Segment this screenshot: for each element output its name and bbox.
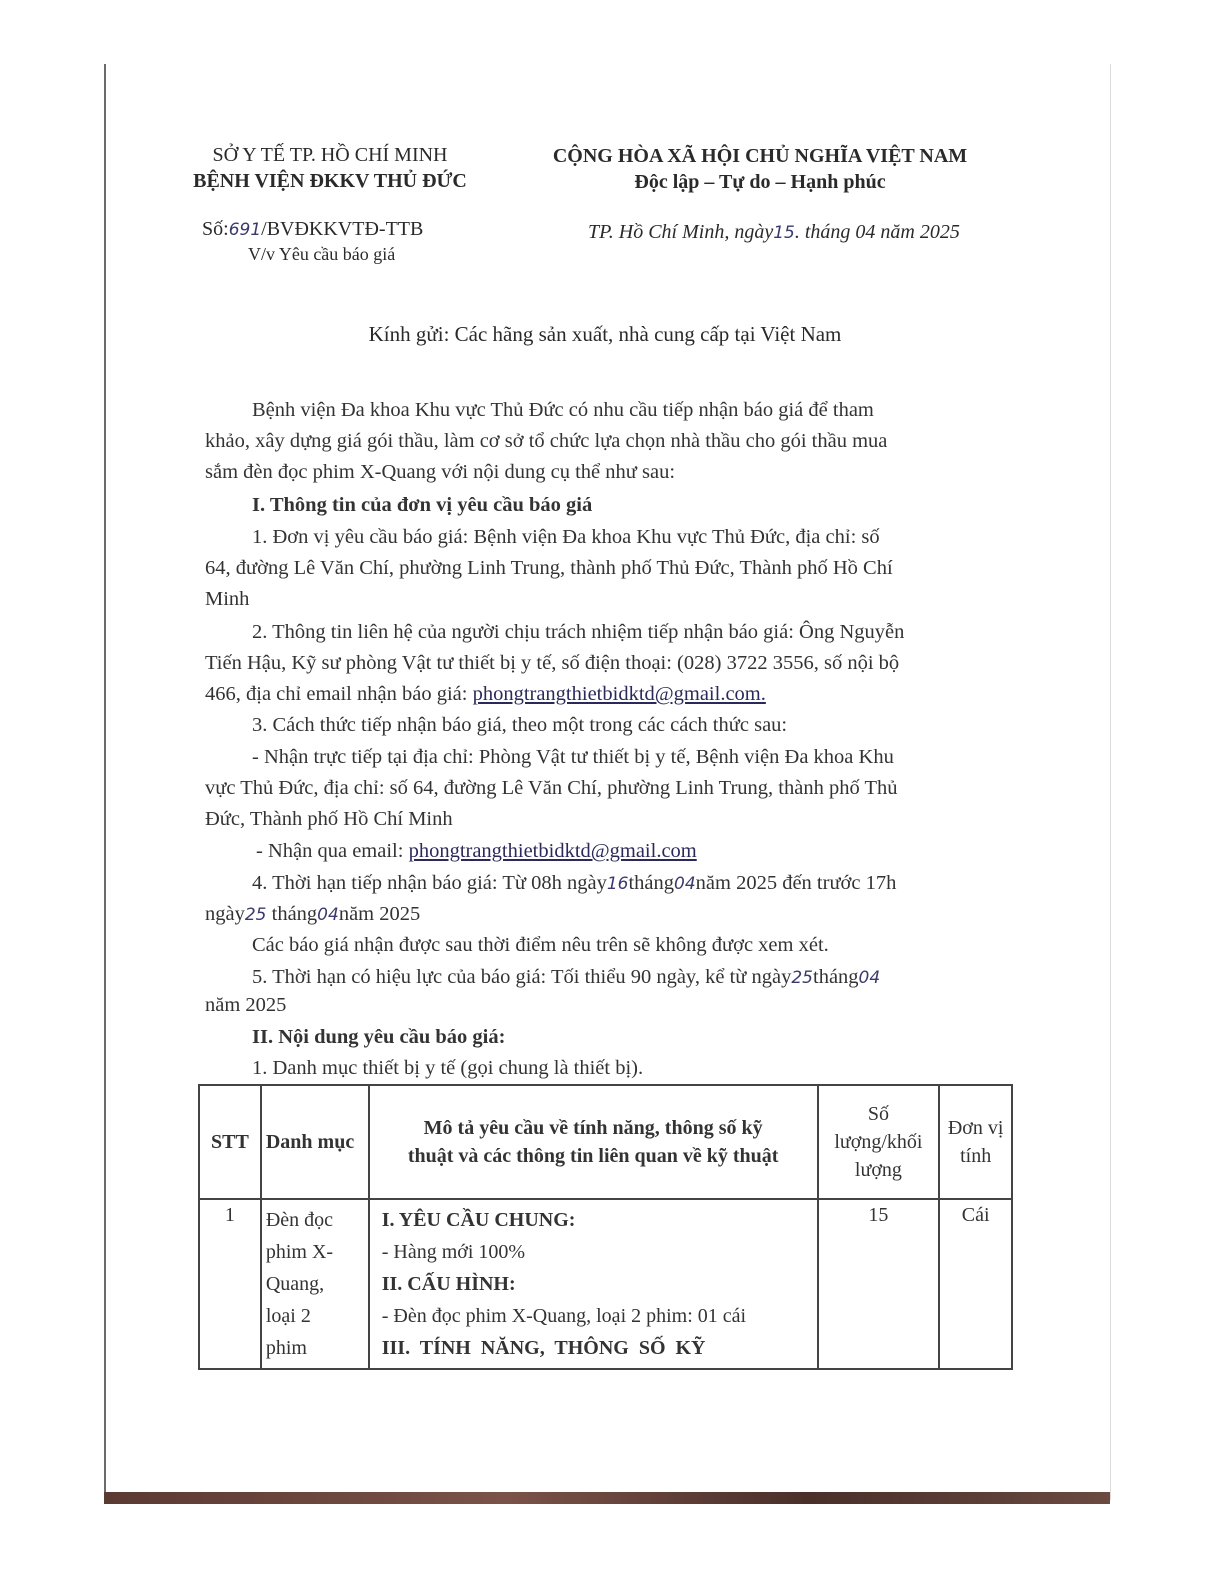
s1-item4-a-text3: năm 2025 đến trước 17h — [695, 872, 897, 894]
s1-item4-b-month-handwritten: 04 — [317, 905, 339, 925]
row-unit: Cái — [939, 1199, 1012, 1369]
table-header-row — [199, 1085, 1012, 1199]
s1-item4-b-text2: tháng — [266, 903, 318, 925]
header-description-line1: Mô tả yêu cầu về tính năng, thông số kỹ — [423, 1117, 763, 1139]
s1-item4-b-text1: ngày — [205, 903, 245, 925]
header-left-line1: SỞ Y TẾ TP. HỒ CHÍ MINH — [212, 144, 448, 166]
s1-item1-line-c: Minh — [205, 588, 250, 610]
desc-heading-general: I. YÊU CẦU CHUNG: — [381, 1209, 576, 1231]
row-category — [261, 1199, 369, 1369]
header-right-line2: Độc lập – Tự do – Hạnh phúc — [634, 171, 886, 193]
equipment-table — [198, 1084, 1013, 1370]
s1-item3-b — [256, 836, 697, 867]
s1-item4-line-b — [205, 899, 420, 931]
section-1-title: I. Thông tin của đơn vị yêu cầu báo giá — [252, 494, 593, 516]
s1-item2-line-a: 2. Thông tin liên hệ của người chịu trách nhiệm tiếp nhận báo giá: Ông Nguyễn — [252, 621, 905, 643]
s1-item3: 3. Cách thức tiếp nhận báo giá, theo một trong các cách thức sau: — [252, 714, 788, 736]
s1-item3-a-line-1: - Nhận trực tiếp tại địa chỉ: Phòng Vật tư thiết bị y tế, Bệnh viện Đa khoa Khu — [252, 746, 894, 768]
header-right-line1: CỘNG HÒA XÃ HỘI CHỦ NGHĨA VIỆT NAM — [552, 145, 968, 167]
s1-item4-note: Các báo giá nhận được sau thời điểm nêu trên sẽ không được xem xét. — [252, 934, 829, 956]
header-quantity-line3: lượng — [854, 1159, 902, 1181]
doc-no-prefix: Số: — [202, 218, 229, 240]
desc-line-new: - Hàng mới 100% — [381, 1241, 526, 1263]
row-quantity: 15 — [818, 1199, 940, 1369]
s1-item3-b-label: - Nhận qua email: — [256, 840, 409, 862]
date-suffix: . tháng 04 năm 2025 — [794, 221, 960, 243]
row-category-line: phim — [265, 1337, 307, 1359]
header-quantity — [818, 1085, 940, 1199]
s1-item4-a-text2: tháng — [628, 872, 675, 894]
header-left-line2: BỆNH VIỆN ĐKKV THỦ ĐỨC — [193, 170, 467, 192]
s1-item1-line-a: 1. Đơn vị yêu cầu báo giá: Bệnh viện Đa khoa Khu vực Thủ Đức, địa chỉ: số — [252, 526, 880, 548]
header-unit-line1: Đơn vị — [947, 1117, 1004, 1139]
row-stt: 1 — [199, 1199, 261, 1369]
intro-line-1: Bệnh viện Đa khoa Khu vực Thủ Đức có nhu cầu tiếp nhận báo giá để tham — [252, 399, 874, 421]
desc-heading-config: II. CẤU HÌNH: — [381, 1273, 516, 1295]
header-unit-line2: tính — [960, 1145, 992, 1167]
s1-item4-a-day-handwritten: 16 — [606, 874, 629, 894]
s1-item4-line-a — [252, 868, 896, 900]
s1-item1-line-b: 64, đường Lê Văn Chí, phường Linh Trung, thành phố Thủ Đức, Thành phố Hồ Chí — [205, 557, 893, 579]
desc-line-config: - Đèn đọc phim X-Quang, loại 2 phim: 01 cái — [381, 1305, 747, 1327]
s1-item2-line-b: Tiến Hậu, Kỹ sư phòng Vật tư thiết bị y tế, số điện thoại: (028) 3722 3556, số nội bộ — [205, 652, 900, 674]
header-description — [369, 1085, 818, 1199]
intro-line-3: sắm đèn đọc phim X-Quang với nội dung cụ thể như sau: — [205, 461, 676, 483]
scan-edge-strip — [104, 1492, 1110, 1504]
s1-item4-a-month-handwritten: 04 — [674, 874, 696, 894]
s1-item5-a-month-handwritten: 04 — [858, 968, 881, 988]
header-quantity-line1: Số — [867, 1103, 889, 1125]
row-category-line: phim X- — [265, 1241, 334, 1263]
s1-item5-a-day-handwritten: 25 — [791, 968, 813, 988]
s1-item4-a-text1: 4. Thời hạn tiếp nhận báo giá: Từ 08h ngày — [252, 872, 607, 894]
submission-email-link[interactable]: phongtrangthietbidktd@gmail.com — [408, 840, 697, 862]
intro-line-2: khảo, xây dựng giá gói thầu, làm cơ sở tổ chức lựa chọn nhà thầu cho gói thầu mua — [205, 430, 888, 452]
header-quantity-line2: lượng/khối — [834, 1131, 923, 1153]
s2-item1: 1. Danh mục thiết bị y tế (gọi chung là thiết bị). — [252, 1057, 644, 1079]
document-date — [588, 221, 960, 244]
document-number — [202, 218, 423, 241]
document-subject: V/v Yêu cầu báo giá — [248, 244, 396, 264]
date-day-handwritten: 15 — [773, 223, 795, 243]
doc-no-handwritten: 691 — [228, 220, 262, 240]
s1-item3-a-line-3: Đức, Thành phố Hồ Chí Minh — [205, 808, 453, 830]
row-category-line: loại 2 — [265, 1305, 311, 1327]
s1-item5-line-b: năm 2025 — [205, 994, 287, 1016]
header-unit — [939, 1085, 1012, 1199]
s1-item5-line-a — [252, 962, 880, 994]
header-stt: STT — [199, 1085, 261, 1199]
row-category-line: Quang, — [265, 1273, 325, 1295]
header-category: Danh mục — [261, 1085, 369, 1199]
row-description — [369, 1199, 818, 1369]
s1-item5-a-text2: tháng — [813, 966, 859, 988]
recipient-line: Kính gửi: Các hãng sản xuất, nhà cung cấp tại Việt Nam — [368, 322, 842, 346]
s1-item5-a-text1: 5. Thời hạn có hiệu lực của báo giá: Tối thiểu 90 ngày, kể từ ngày — [252, 966, 792, 988]
doc-no-suffix: /BVĐKKVTĐ-TTB — [261, 218, 424, 240]
date-prefix: TP. Hồ Chí Minh, ngày — [588, 221, 774, 243]
s1-item4-b-text3: năm 2025 — [338, 903, 421, 925]
s1-item3-a-line-2: vực Thủ Đức, địa chỉ: số 64, đường Lê Văn Chí, phường Linh Trung, thành phố Thủ — [205, 777, 898, 799]
row-category-line: Đèn đọc — [265, 1209, 334, 1231]
header-description-line2: thuật và các thông tin liên quan về kỹ thuật — [407, 1145, 779, 1167]
s1-item4-b-day-handwritten: 25 — [244, 905, 267, 925]
section-2-title: II. Nội dung yêu cầu báo giá: — [252, 1026, 506, 1048]
table-row — [199, 1199, 1012, 1369]
s1-item2-email-label: 466, địa chỉ email nhận báo giá: — [205, 683, 473, 705]
s1-item2-line-c — [205, 679, 766, 710]
contact-email-link[interactable]: phongtrangthietbidktd@gmail.com. — [472, 683, 766, 705]
desc-heading-specs: III. TÍNH NĂNG, THÔNG SỐ KỸ — [381, 1337, 706, 1359]
